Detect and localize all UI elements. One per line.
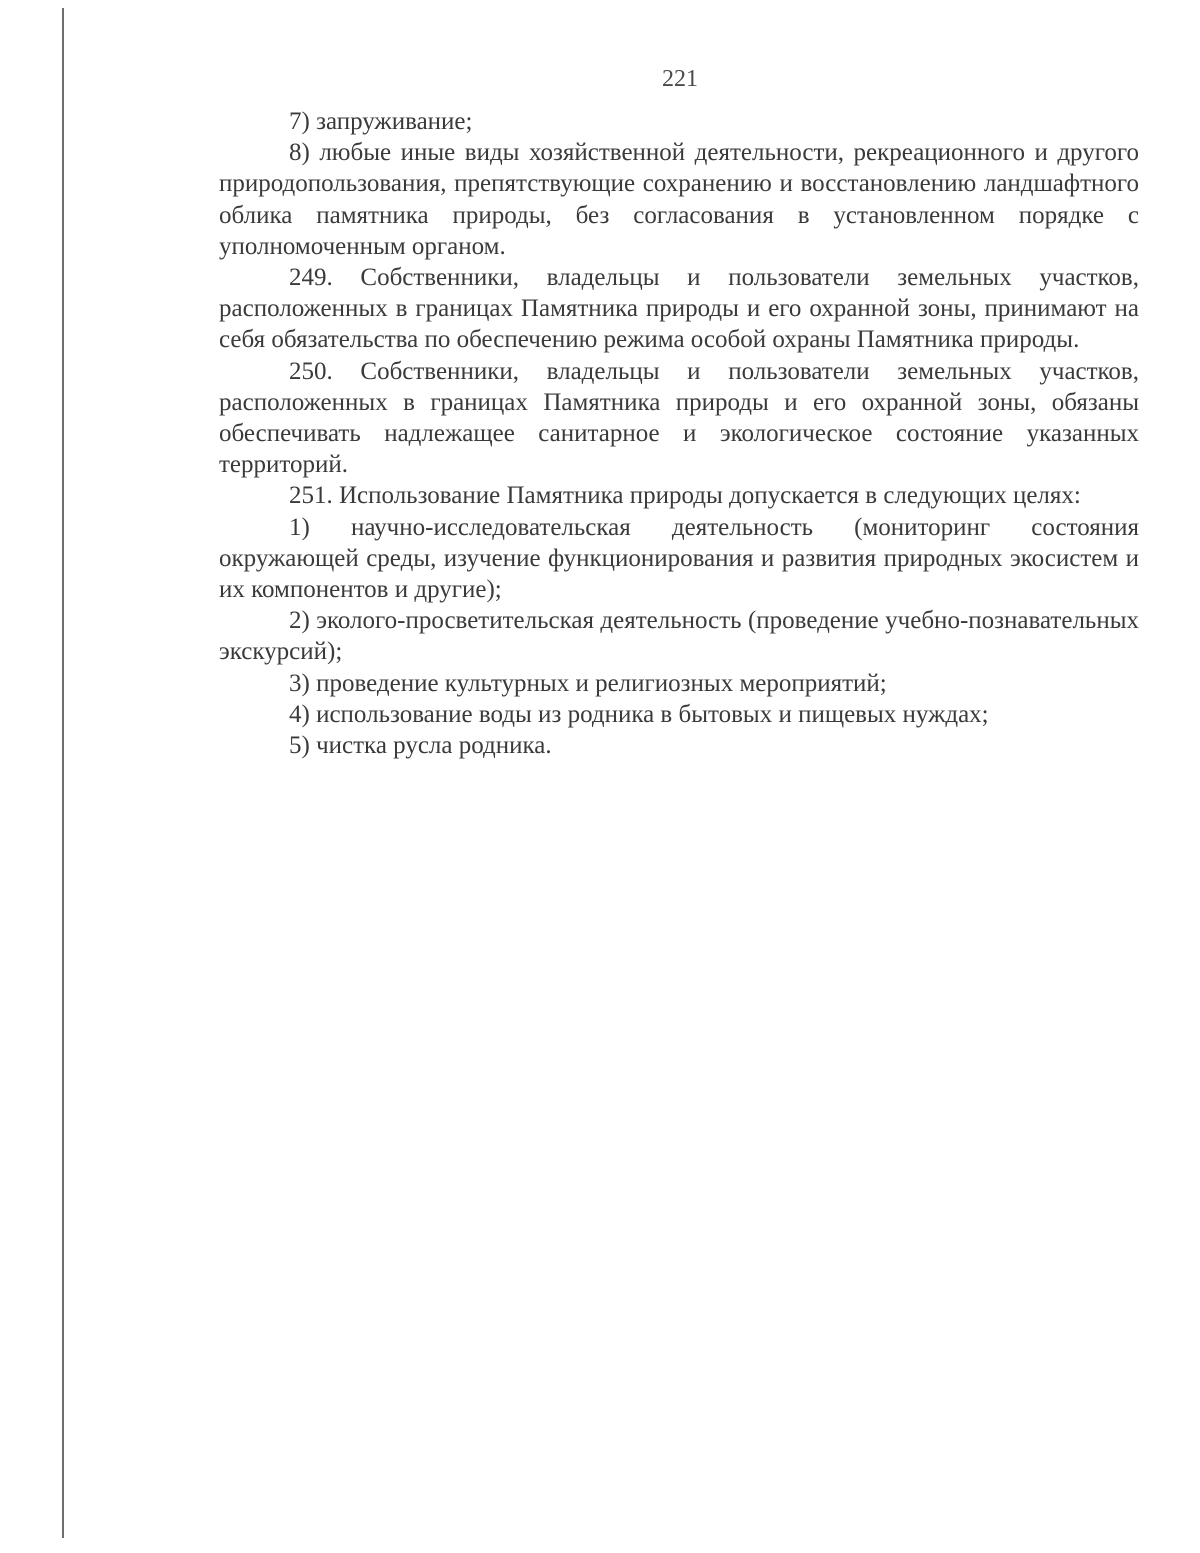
page-number: 221 — [662, 66, 698, 92]
document-body — [219, 106, 1139, 761]
clause-251: 251. Использование Памятника природы допускается в следующих целях: — [289, 482, 1081, 510]
clause-249: 249. Собственники, владельцы и пользователи земельных участков, расположенных в границах Памятника природы и его охранной зоны, принимают на себя обязательства по обеспечению режима особой охраны Памятника природы. — [219, 264, 1139, 354]
list-item-8: 8) любые иные виды хозяйственной деятельности, рекреационного и другого природопользования, препятствующие сохранению и восстановлению ландшафтного облика памятника природы, без согласования в установленном порядке с уполномоченным органом. — [219, 139, 1139, 260]
clause-250: 250. Собственники, владельцы и пользователи земельных участков, расположенных в границах Памятника природы и его охранной зоны, обязаны обеспечивать надлежащее санитарное и экологическое состояние указанных территорий. — [219, 357, 1139, 479]
use-item-1: 1) научно-исследовательская деятельность (мониторинг состояния окружающей среды, изучение функционирования и развития природных экосистем и их компонентов и другие); — [219, 513, 1139, 604]
use-item-3: 3) проведение культурных и религиозных мероприятий; — [289, 669, 887, 697]
use-item-2: 2) эколого-просветительская деятельность (проведение учебно-познавательных экскурсий); — [219, 607, 1139, 666]
use-item-4: 4) использование воды из родника в бытовых и пищевых нуждах; — [289, 700, 989, 728]
list-item-7: 7) запруживание; — [289, 108, 473, 135]
scan-edge-line — [62, 8, 64, 1538]
use-item-5: 5) чистка русла родника. — [289, 732, 552, 760]
